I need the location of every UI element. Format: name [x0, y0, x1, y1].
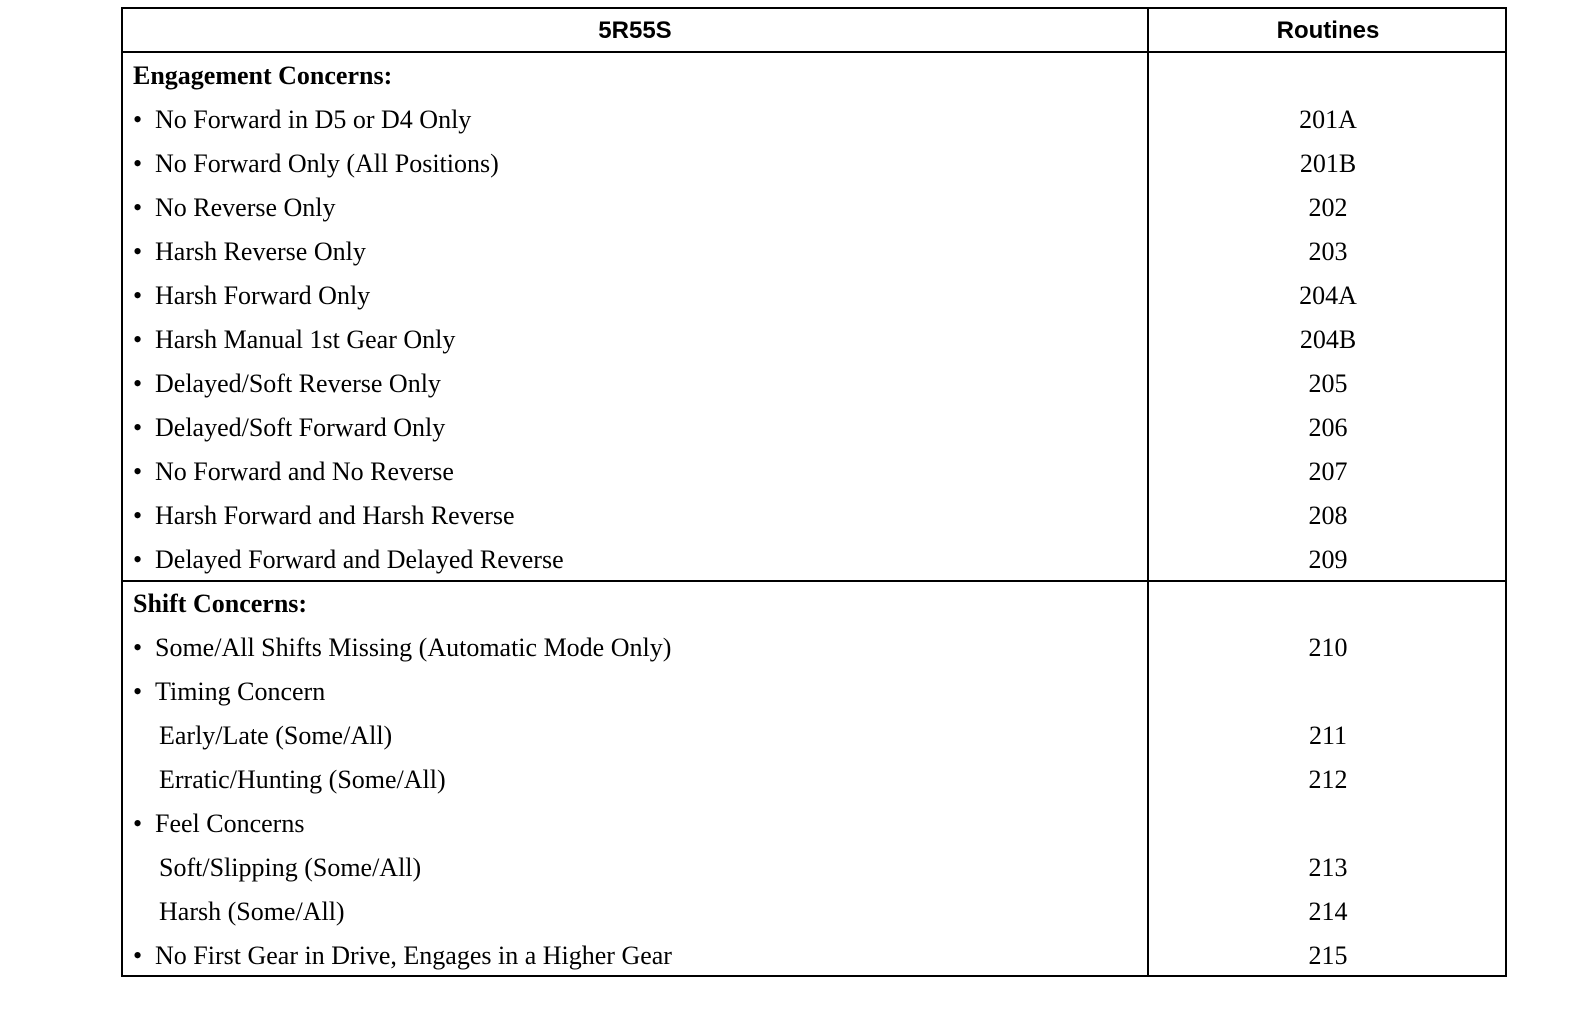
bullet-icon: •	[133, 281, 143, 310]
bullet-icon: •	[133, 545, 143, 574]
table-row	[123, 230, 1505, 274]
section-divider	[123, 580, 1505, 582]
routine-code: 215	[1308, 941, 1348, 970]
bullet-icon: •	[133, 809, 143, 838]
bullet-icon: •	[133, 457, 143, 486]
table-row	[123, 934, 1505, 978]
section-title: Engagement Concerns:	[133, 61, 393, 90]
table-row	[123, 714, 1505, 758]
table-row	[123, 406, 1505, 450]
routine-code: 211	[1308, 721, 1348, 750]
concern-text: Feel Concerns	[155, 809, 305, 838]
section-header-row	[123, 54, 1505, 98]
routine-code	[1149, 802, 1507, 846]
routine-code: 201B	[1299, 149, 1357, 178]
bullet-icon: •	[133, 677, 143, 706]
table-row	[123, 802, 1505, 846]
concern-label	[133, 230, 366, 274]
table-row	[123, 758, 1505, 802]
table-row	[123, 890, 1505, 934]
diagnostic-routine-table	[121, 7, 1507, 977]
table-row	[123, 186, 1505, 230]
header-model: 5R55S	[598, 16, 672, 44]
bullet-icon: •	[133, 105, 143, 134]
header-routines: Routines	[1276, 16, 1380, 44]
concern-text: No Reverse Only	[155, 193, 336, 222]
concern-label	[133, 318, 455, 362]
routine-code	[1149, 670, 1507, 714]
routine-code: 202	[1308, 193, 1348, 222]
section-header-row	[123, 582, 1505, 626]
routine-code: 208	[1308, 501, 1348, 530]
table-row	[123, 98, 1505, 142]
concern-label	[133, 934, 672, 978]
bullet-icon: •	[133, 633, 143, 662]
concern-text: Harsh Manual 1st Gear Only	[155, 325, 456, 354]
bullet-icon: •	[133, 193, 143, 222]
concern-label: Harsh (Some/All)	[159, 897, 345, 926]
routine-code: 204B	[1299, 325, 1357, 354]
table-row	[123, 450, 1505, 494]
concern-text: Some/All Shifts Missing (Automatic Mode Only)	[155, 633, 672, 662]
concern-text: No Forward and No Reverse	[155, 457, 454, 486]
bullet-icon: •	[133, 325, 143, 354]
concern-text: Harsh Reverse Only	[155, 237, 366, 266]
routine-code: 204A	[1299, 281, 1357, 310]
concern-text: Harsh Forward Only	[155, 281, 371, 310]
concern-label	[133, 406, 445, 450]
bullet-icon: •	[133, 369, 143, 398]
routine-code: 210	[1308, 633, 1348, 662]
table-row	[123, 142, 1505, 186]
bullet-icon: •	[133, 941, 143, 970]
concern-label	[133, 538, 564, 582]
table-row	[123, 670, 1505, 714]
table-row	[123, 494, 1505, 538]
concern-text: No Forward in D5 or D4 Only	[155, 105, 472, 134]
concern-label: Early/Late (Some/All)	[159, 721, 393, 750]
routine-code: 203	[1308, 237, 1348, 266]
concern-text: Delayed/Soft Forward Only	[155, 413, 446, 442]
routine-code: 201A	[1299, 105, 1357, 134]
concern-text: Delayed/Soft Reverse Only	[155, 369, 441, 398]
table-row	[123, 274, 1505, 318]
section-title: Shift Concerns:	[133, 589, 308, 618]
concern-label	[133, 450, 454, 494]
concern-label	[133, 670, 325, 714]
concern-label	[133, 626, 671, 670]
concern-label	[133, 802, 304, 846]
routine-code: 212	[1308, 765, 1348, 794]
bullet-icon: •	[133, 413, 143, 442]
routine-code: 205	[1308, 369, 1348, 398]
concern-label	[133, 494, 515, 538]
routine-code: 209	[1308, 545, 1348, 574]
bullet-icon: •	[133, 501, 143, 530]
concern-text: Harsh Forward and Harsh Reverse	[155, 501, 515, 530]
concern-label	[133, 142, 499, 186]
table-row	[123, 626, 1505, 670]
concern-text: No First Gear in Drive, Engages in a Higher Gear	[155, 941, 672, 970]
concern-text: No Forward Only (All Positions)	[155, 149, 499, 178]
concern-label: Erratic/Hunting (Some/All)	[159, 765, 446, 794]
table-row	[123, 538, 1505, 582]
table-row	[123, 362, 1505, 406]
routine-code: 207	[1308, 457, 1348, 486]
bullet-icon: •	[133, 237, 143, 266]
table-row	[123, 846, 1505, 890]
concern-label	[133, 362, 441, 406]
concern-text: Timing Concern	[155, 677, 326, 706]
concern-label	[133, 274, 370, 318]
concern-label: Soft/Slipping (Some/All)	[159, 853, 422, 882]
routine-code: 206	[1308, 413, 1348, 442]
routine-code: 213	[1308, 853, 1348, 882]
concern-label	[133, 186, 336, 230]
concern-text: Delayed Forward and Delayed Reverse	[155, 545, 564, 574]
table-row	[123, 318, 1505, 362]
routine-code: 214	[1308, 897, 1348, 926]
concern-label	[133, 98, 471, 142]
bullet-icon: •	[133, 149, 143, 178]
